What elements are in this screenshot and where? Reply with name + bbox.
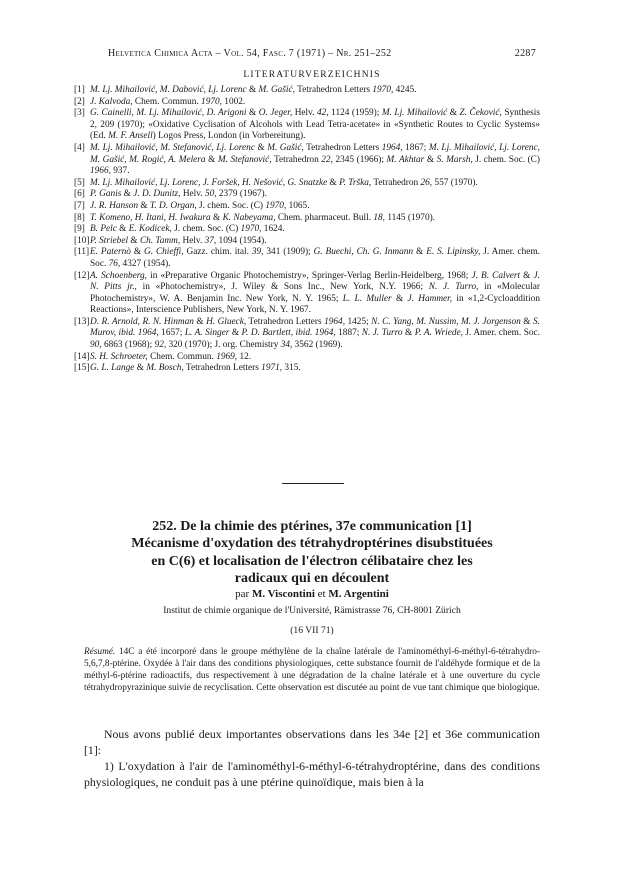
reference-italic-segment: D. R. Arnold, R. N. Hinman (90, 316, 194, 327)
reference-segment: Tetrahedron (371, 177, 421, 188)
reference-italic-segment: L. L. Muller (342, 293, 392, 304)
article-title-line: 252. De la chimie des ptérines, 37e communication [1] (152, 519, 472, 534)
reference-italic-segment: P. Trška, (339, 177, 372, 188)
article-title-line: Mécanisme d'oxydation des tétrahydroptérines disubstituées (131, 536, 493, 552)
reference-text (90, 201, 540, 213)
reference-italic-segment: E. S. Lipinsky, (426, 247, 481, 258)
reference-italic-segment: 39, (251, 247, 264, 258)
reference-segment: & (246, 85, 259, 95)
reference-segment: Helv. (180, 189, 205, 200)
reference-italic-segment: O. Jeger, (258, 108, 293, 119)
reference-item (74, 224, 540, 236)
reference-italic-segment: G. Cainelli, M. Lj. Mihailović, D. Arigoni (90, 108, 247, 119)
reference-number: [9] (74, 224, 85, 235)
bibliography-title: LITERATURVERZEICHNIS (243, 70, 381, 80)
author-name: M. Argentini (328, 588, 389, 600)
reference-italic-segment: S. Marsh, (436, 154, 473, 165)
reference-segment: J. chem. Soc. (C) (196, 200, 266, 211)
reference-italic-segment: 90, (90, 340, 102, 351)
reference-segment: & (210, 212, 223, 223)
article-title-line: radicaux qui en découlent (234, 571, 390, 587)
reference-italic-segment: 1970, (265, 200, 287, 211)
reference-segment: 2345 (1966); (332, 154, 387, 165)
reference-item (74, 143, 540, 178)
received-date: (16 VII 71) (290, 625, 334, 636)
article-title-line: en C(6) et localisation de l'électron célibataire chez les (151, 553, 473, 569)
reference-item (74, 201, 540, 213)
reference-number: [11] (74, 247, 90, 258)
reference-italic-segment: G. Chieffi, (143, 247, 184, 258)
reference-segment: Tetrahedron Letters (183, 363, 262, 374)
reference-italic-segment: 1964, (381, 142, 403, 153)
reference-italic-segment: 26, (420, 177, 433, 188)
reference-text (90, 224, 540, 236)
authors-conjunction: et (314, 588, 329, 600)
reference-segment: & (391, 293, 408, 304)
reference-italic-segment: M. Lj. Mihailović (381, 108, 448, 119)
reference-segment: & (327, 177, 340, 188)
reference-italic-segment: T. D. Organ, (149, 200, 197, 211)
reference-text (90, 352, 540, 364)
body-paragraph: Nous avons publié deux importantes observations dans les 34e [2] et 36e communication [1]: (84, 727, 540, 757)
reference-number: [2] (74, 96, 85, 107)
reference-segment: in «Photochemistry», J. Wiley & Sons Inc., New York, N.Y. 1966; (136, 282, 429, 293)
reference-italic-segment: N. J. Turro, (428, 282, 479, 293)
section-divider (282, 483, 344, 484)
reference-italic-segment: 42, (317, 108, 329, 119)
reference-italic-segment: M. Gašić, (258, 85, 295, 95)
reference-italic-segment: J. B. Calvert (471, 270, 521, 281)
reference-number: [3] (74, 108, 85, 119)
author-name: M. Viscontini (251, 588, 315, 600)
reference-segment: Chem. Commun. (132, 96, 202, 107)
reference-segment: Chem. Commun. (147, 351, 217, 362)
page-header (108, 48, 536, 59)
reference-italic-segment: T. Komeno, H. Itani, H. Iwakura (90, 212, 211, 223)
reference-text (90, 178, 540, 190)
reference-segment: 1887; (335, 328, 362, 339)
reference-italic-segment: Ch. Tamm, (139, 235, 181, 246)
reference-segment: 6863 (1968); (101, 340, 155, 351)
reference-italic-segment: M. Stefanović, (217, 154, 272, 165)
reference-segment: 1624. (261, 224, 285, 235)
reference-item (74, 247, 540, 270)
article-title (70, 518, 554, 588)
reference-italic-segment: B. Pelc (90, 224, 117, 235)
reference-italic-segment: M. Gašić, (267, 142, 304, 153)
reference-segment: 12. (237, 351, 252, 362)
reference-segment: J. Amer. chem. Soc. (90, 247, 540, 269)
reference-text (90, 236, 540, 248)
reference-segment: & (254, 142, 268, 153)
reference-italic-segment: 1971, (261, 363, 283, 374)
reference-italic-segment: 1966, (90, 166, 111, 177)
reference-italic-segment: 34, (280, 340, 293, 351)
reference-italic-segment: J. R. Hanson (90, 200, 139, 211)
page-number: 2287 (514, 48, 536, 59)
reference-segment: in «Preparative Organic Photochemistry», Springer-Verlag Berlin-Heidelberg, 1968; (147, 270, 472, 281)
reference-italic-segment: M. Bosch, (146, 363, 184, 374)
reference-italic-segment: A. Schoenberg, (90, 270, 147, 281)
reference-italic-segment: H. Glueck, (206, 316, 247, 327)
reference-number: [15] (74, 363, 90, 374)
reference-italic-segment: J. Hammer, (407, 293, 453, 304)
reference-italic-segment: M. Lj. Mihailović, M. Stefanović, Lj. Lorenc (90, 142, 255, 153)
reference-number: [8] (74, 212, 85, 223)
reference-italic-segment: P. Striebel (90, 235, 129, 246)
reference-segment: 1425; (345, 316, 372, 327)
reference-segment: Tetrahedron (271, 154, 322, 165)
reference-segment: & (121, 189, 134, 200)
reference-segment: J. chem. Soc. (C) (171, 224, 241, 235)
reference-italic-segment: M. Akhtar (386, 154, 425, 165)
reference-segment: & (116, 224, 129, 235)
reference-segment: & (402, 328, 415, 339)
reference-segment: Helv. (180, 235, 205, 246)
resume-text: 14C a été incorporé dans le groupe méthylène de la chaîne latérale de l'aminométhyl-6-méthyl-6-tétrahydro-5,6,7,8-ptérine. Oxydée à l'air dans des conditions physiologiques, cette substance fournit de l'aldéhyde formique et de la méthyl-6-ptérine radioactifs, dus respectivement à une dégradation de la chaîne latérale et à une ouverture du cycle tétrahydropyrazinique suivie de recyclisation. Cette observation est discutée au point de vue tant chimique que biologique. (84, 647, 540, 693)
reference-number: [7] (74, 200, 85, 211)
running-title: Helvetica Chimica Acta – Vol. 54, Fasc. 7 (1971) – Nr. 251–252 (108, 48, 392, 59)
reference-italic-segment: L. A. Singer (184, 328, 230, 339)
resume-label: Résumé. (84, 647, 116, 657)
reference-segment: Synthesis 2, 209 (1970); «Oxidative Cyclisation of Alcohols with Lead Tetra-acetate» in «Synthetic Routes to Cyclic Systems» (Ed. (90, 108, 540, 142)
reference-segment: & (205, 154, 218, 165)
reference-italic-segment: 76, (108, 258, 121, 269)
reference-text (90, 108, 540, 143)
reference-text (90, 213, 540, 225)
reference-number: [12] (74, 270, 90, 281)
reference-text (90, 97, 540, 109)
reference-segment: 315. (282, 363, 301, 374)
reference-item (74, 317, 540, 352)
reference-italic-segment: 92, (154, 340, 167, 351)
reference-segment: Helv. (292, 108, 318, 119)
reference-segment: 1094 (1954). (216, 235, 267, 246)
author-line (0, 588, 624, 600)
reference-segment: 2379 (1967). (216, 189, 267, 200)
reference-number: [4] (74, 142, 85, 153)
reference-italic-segment: K. Nabeyama, (222, 212, 276, 223)
reference-segment: in «Molecular Photochemistry», W. A. Benjamin Inc. New York, N. Y. 1965; (90, 282, 540, 304)
reference-italic-segment: M. Lj. Mihailović, Lj. Lorenc, J. Foršek, H. Nešović, G. Snatzke (90, 177, 328, 188)
reference-text (90, 85, 540, 97)
reference-segment: ) Logos Press, London (in Vorbereitung). (152, 131, 306, 142)
reference-text (90, 143, 540, 178)
reference-segment: J. chem. Soc. (C) (472, 154, 540, 165)
reference-number: [14] (74, 351, 90, 362)
reference-list (74, 85, 540, 375)
reference-italic-segment: 37, (204, 235, 217, 246)
body-paragraph: 1) L'oxydation à l'air de l'aminométhyl-6-méthyl-6-tétrahydroptérine, dans des conditions physiologiques, ne conduit pas à une ptérine quinoïdique, mais bien à la (84, 759, 540, 789)
reference-segment: J. Amer. chem. Soc. (462, 328, 540, 339)
reference-segment: & (138, 200, 150, 211)
reference-italic-segment: 50, (204, 189, 217, 200)
reference-text (90, 363, 540, 375)
reference-segment: Chem. pharmaceut. Bull. (275, 212, 374, 223)
reference-italic-segment: 22, (321, 154, 333, 165)
reference-number: [5] (74, 177, 85, 188)
reference-italic-segment: M. F. Ansell (108, 131, 153, 142)
reference-item (74, 178, 540, 190)
reference-text (90, 317, 540, 352)
reference-segment: & (520, 316, 534, 327)
reference-italic-segment: M. Lj. Mihailović, Lj. Lorenc, M. Gašić, M. Rogić, A. Melera (90, 142, 540, 165)
reference-number: [10] (74, 235, 90, 246)
reference-segment: 341 (1909); (263, 247, 314, 258)
reference-segment: 1867; (402, 142, 429, 153)
reference-segment: 1657; (158, 328, 185, 339)
reference-segment: & (128, 235, 140, 246)
reference-segment: & (424, 154, 437, 165)
reference-segment: & (447, 108, 460, 119)
reference-segment: & (134, 363, 147, 374)
reference-segment: Tetrahedron Letters (246, 316, 325, 327)
reference-segment: & (229, 328, 242, 339)
reference-number: [1] (74, 85, 85, 95)
reference-italic-segment: J. Kalvoda, (90, 96, 133, 107)
reference-segment: & (130, 247, 144, 258)
reference-segment: 1124 (1959); (328, 108, 382, 119)
reference-italic-segment: 1970, (201, 96, 222, 107)
reference-italic-segment: 1969, (216, 351, 238, 362)
reference-italic-segment: P. D. Bartlett, ibid. 1964, (241, 328, 336, 339)
reference-segment: 1002. (221, 96, 246, 107)
reference-italic-segment: E. Kodicek, (128, 224, 172, 235)
reference-italic-segment: 1970, (240, 224, 262, 235)
reference-item (74, 108, 540, 143)
reference-item (74, 236, 540, 248)
reference-italic-segment: G. L. Lange (90, 363, 135, 374)
reference-item (74, 363, 540, 375)
reference-item (74, 271, 540, 317)
reference-italic-segment: P. A. Wriede, (414, 328, 463, 339)
reference-item (74, 352, 540, 364)
resume-abstract (84, 646, 540, 694)
article-body (84, 726, 540, 790)
reference-italic-segment: 18, (373, 212, 385, 223)
reference-italic-segment: P. Ganis (90, 189, 122, 200)
reference-segment: & (193, 316, 207, 327)
reference-italic-segment: N. J. Turro (361, 328, 403, 339)
reference-segment: 557 (1970). (432, 177, 478, 188)
reference-italic-segment: 1964, (324, 316, 346, 327)
reference-italic-segment: N. C. Yang, M. Nussim, M. J. Jorgenson (371, 316, 521, 327)
reference-segment: Gazz. chim. ital. (183, 247, 252, 258)
reference-italic-segment: J. D. Dunitz, (133, 189, 181, 200)
institute-affiliation: Institut de chimie organique de l'Université, Rämistrasse 76, CH-8001 Zürich (163, 605, 461, 616)
reference-segment: in «1,2-Cycloaddition Reactions», Interscience Publishers, New York, N. Y. 1967. (90, 293, 540, 316)
authors-prefix: par (235, 588, 252, 600)
reference-segment: 1065. (286, 200, 310, 211)
reference-italic-segment: 1970, (372, 85, 394, 95)
reference-segment: 3562 (1969). (292, 340, 343, 351)
reference-item (74, 85, 540, 97)
reference-segment: & (413, 247, 427, 258)
reference-text (90, 271, 540, 317)
reference-segment: 937. (110, 166, 130, 177)
reference-segment: & (246, 108, 259, 119)
reference-segment: 320 (1970); J. org. Chemistry (166, 340, 281, 351)
reference-italic-segment: G. Buechi, Ch. G. Inmann (313, 247, 414, 258)
reference-segment: Tetrahedron Letters (303, 142, 382, 153)
reference-italic-segment: S. Murov, ibid. 1964, (90, 316, 540, 339)
reference-italic-segment: S. H. Schroeter, (90, 351, 148, 362)
reference-item (74, 97, 540, 109)
reference-italic-segment: J. N. Pitts jr., (90, 270, 540, 293)
reference-segment: 4327 (1954). (120, 258, 171, 269)
reference-italic-segment: E. Paternò (90, 247, 131, 258)
reference-italic-segment: M. Lj. Mihailović, M. Dabović, Lj. Lorenc (90, 85, 247, 95)
reference-segment: & (520, 270, 534, 281)
reference-text (90, 189, 540, 201)
reference-text (90, 247, 540, 270)
reference-item (74, 213, 540, 225)
reference-segment: 4245. (393, 85, 417, 95)
reference-number: [6] (74, 189, 85, 200)
reference-segment: 1145 (1970). (385, 212, 436, 223)
reference-segment: Tetrahedron Letters (294, 85, 373, 95)
reference-number: [13] (74, 316, 90, 327)
reference-item (74, 189, 540, 201)
reference-italic-segment: Z. Čeković, (459, 108, 502, 119)
